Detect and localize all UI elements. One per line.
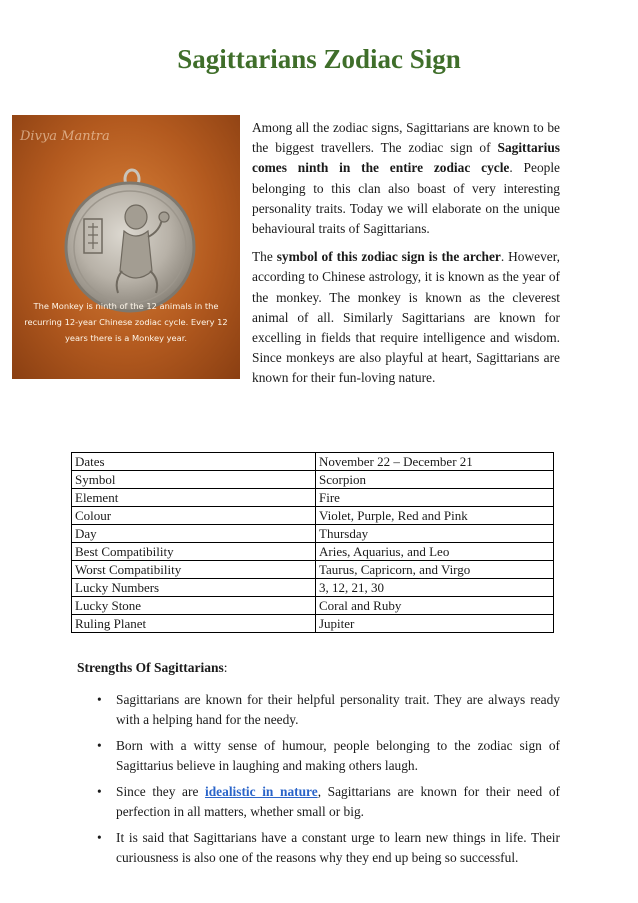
image-float-spacer: [77, 118, 252, 385]
list-item-text: It is said that Sagittarians have a constant urge to learn new things in life. Their curiousness is also one of the reasons why they end up being so successful.: [116, 830, 560, 865]
brand-watermark: Divya Mantra: [20, 129, 110, 144]
table-row: [72, 543, 554, 561]
intro-p1-bold: Sagittarius comes ninth in the entire zodiac cycle: [252, 140, 560, 176]
figure-caption: The Monkey is ninth of the 12 animals in the recurring 12-year Chinese zodiac cycle. Every 12 years there is a Monkey year.: [24, 301, 228, 343]
table-key: Lucky Stone: [72, 597, 316, 615]
zodiac-info-table: [71, 452, 554, 633]
table-value: Taurus, Capricorn, and Virgo: [316, 561, 554, 579]
list-item: [77, 690, 560, 730]
list-item-text-post: , Sagittarians are known for their need of perfection in all matters, whether small or big.: [116, 784, 560, 819]
table-row: [72, 597, 554, 615]
table-value: Violet, Purple, Red and Pink: [316, 507, 554, 525]
table-key: Symbol: [72, 471, 316, 489]
table-key: Day: [72, 525, 316, 543]
strengths-heading-text: Strengths Of Sagittarians: [77, 660, 224, 675]
table-key: Worst Compatibility: [72, 561, 316, 579]
table-key: Lucky Numbers: [72, 579, 316, 597]
table-value: Jupiter: [316, 615, 554, 633]
table-value: Thursday: [316, 525, 554, 543]
list-item: [77, 736, 560, 776]
bullet-icon: •: [97, 738, 102, 753]
table-row: [72, 579, 554, 597]
list-item-text-pre: Since they are: [116, 784, 206, 799]
strengths-heading: [77, 660, 228, 676]
intro-text: [77, 118, 560, 397]
list-item-text: Sagittarians are known for their helpful personality trait. They are always ready with a helping hand for the needy.: [116, 692, 560, 727]
list-item: [77, 828, 560, 868]
table-value: Fire: [316, 489, 554, 507]
table-value: Scorpion: [316, 471, 554, 489]
intro-p1-text-b: . People belonging to this clan also boast of very interesting personality traits. Today we will elaborate on the unique behavioural traits of Sagittarians.: [252, 160, 560, 237]
bullet-icon: •: [97, 830, 102, 845]
table-value: Coral and Ruby: [316, 597, 554, 615]
table-row: [72, 471, 554, 489]
table-row: [72, 489, 554, 507]
page-title: Sagittarians Zodiac Sign: [177, 44, 461, 74]
list-item: [77, 782, 560, 822]
strengths-list: [77, 690, 560, 874]
table-row: [72, 525, 554, 543]
table-key: Dates: [72, 453, 316, 471]
table-value: 3, 12, 21, 30: [316, 579, 554, 597]
intro-p2-text-b: . However, according to Chinese astrology, it is known as the year of the monkey. The monkey is known as the cleverest animal of all. Similarly Sagittarians are known for excelling in fields that require intelligence and wisdom. Since monkeys are also playful at heart, Sagittarians are known for their fun-loving nature.: [252, 249, 560, 386]
table-value: Aries, Aquarius, and Leo: [316, 543, 554, 561]
table-value: November 22 – December 21: [316, 453, 554, 471]
table-key: Element: [72, 489, 316, 507]
intro-p1-text-a: Among all the zodiac signs, Sagittarians are known to be the biggest travellers. The zodiac sign of: [252, 120, 560, 156]
list-item-text: Born with a witty sense of humour, people belonging to the zodiac sign of Sagittarius believe in laughing and making others laugh.: [116, 738, 560, 773]
idealistic-in-nature-link[interactable]: idealistic in nature: [205, 784, 318, 799]
table-row: [72, 615, 554, 633]
table-key: Ruling Planet: [72, 615, 316, 633]
strengths-heading-suffix: :: [223, 660, 228, 675]
bullet-icon: •: [97, 692, 102, 707]
intro-p2-bold: symbol of this zodiac sign is the archer: [276, 249, 501, 265]
table-row: [72, 453, 554, 471]
intro-p2-text-a: The: [252, 249, 277, 265]
table-row: [72, 561, 554, 579]
table-row: [72, 507, 554, 525]
table-key: Best Compatibility: [72, 543, 316, 561]
table-key: Colour: [72, 507, 316, 525]
bullet-icon: •: [97, 784, 102, 799]
